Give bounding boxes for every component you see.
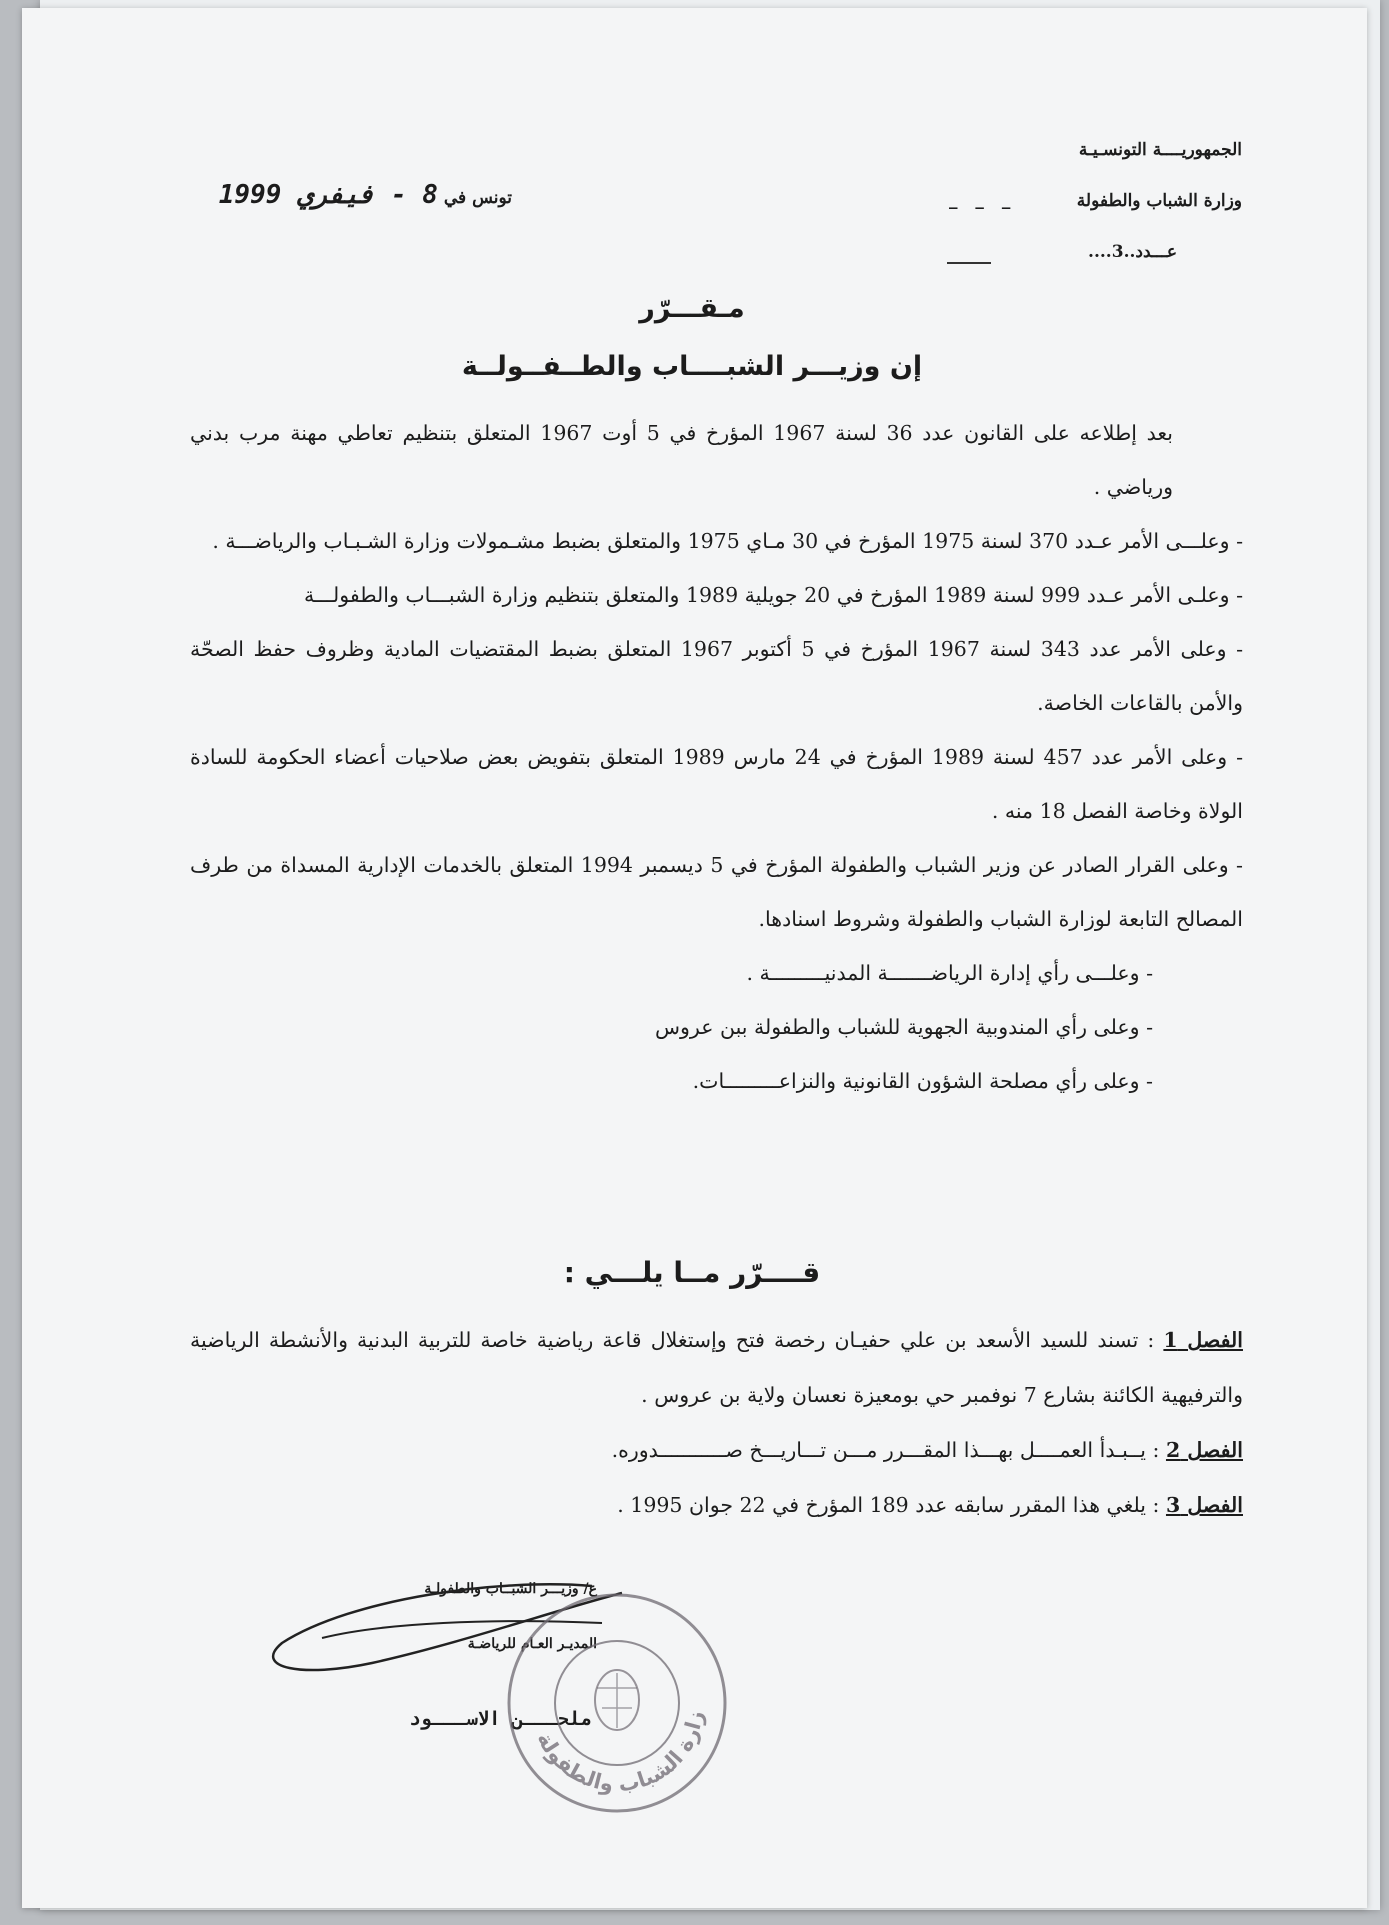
article-label: الفصل 2 [1165,1438,1243,1462]
document-page [22,8,1367,1908]
minister-title: إن وزيـــر الشبــــاب والطــفــولــة [461,351,923,382]
signature-line-2: المديـر العـام للرياضـة [467,1636,597,1652]
preamble-paragraph: - وعلى القرار الصادر عن وزير الشباب والطفولة المؤرخ في 5 ديسمبر 1994 المتعلق بالخدمات الإدارية المسداة من طرف المصالح التابعة لوزارة الشباب والطفولة وشروط اسنادها. [190,853,1243,931]
opinion-line: - وعلى رأي مصلحة الشؤون القانونية والنزاعـــــــــات. [692,1069,1153,1093]
signature-line-1: ع/ وزيـــر الشبــاب والطفولـة [424,1581,597,1597]
preamble-paragraph: - وعلى الأمر عدد 343 لسنة 1967 المؤرخ في 5 أكتوبر 1967 المتعلق بضبط المقتضيات المادية وظروف حفظ الصحّة والأمن بالقاعات الخاصة. [190,637,1244,715]
stamp-text: زارة الشباب والطفولة [532,1709,708,1797]
opinion-line: - وعلـــى رأي إدارة الرياضـــــــة المدنيـــــــــة . [746,961,1153,985]
article-3 [190,1478,1243,1533]
preamble-paragraph: - وعلـى الأمر عـدد 999 لسنة 1989 المؤرخ في 20 جويلية 1989 والمتعلق بتنظيم وزارة الشبـــاب والطفولـــة [303,583,1243,607]
article-label: الفصل 1 [1163,1328,1243,1352]
preamble-body [190,406,1243,1108]
article-text: : يلغي هذا المقرر سابقه عدد 189 المؤرخ في 22 جوان 1995 . [617,1493,1160,1517]
date-handwritten: 8 - فيفري 1999 [218,180,438,210]
number-line: عـــدد..3.... [1088,242,1177,262]
articles-body [190,1313,1243,1533]
article-text: : تسند للسيد الأسعد بن علي حفيـان رخصة فتح وإستغلال قاعة رياضية خاصة للتربية البدنية والأنشطة الرياضية والترفيهية الكائنة بشارع 7 نوفمبر حي بومعيزة نعسان ولاية بن عروس . [190,1328,1243,1407]
decision-heading: قــــرّر مــا يلـــي : [563,1256,821,1289]
article-2 [190,1423,1243,1478]
date-place: تونس في [443,188,512,208]
official-stamp [502,1588,732,1818]
ministry-dashes: _ _ _ [949,190,1017,210]
preamble-paragraph: بعد إطلاعه على القانون عدد 36 لسنة 1967 المؤرخ في 5 أوت 1967 المتعلق بتنظيم تعاطي مهنة مرب بدني ورياضي . [190,421,1173,499]
preamble-paragraph: - وعلـــى الأمر عـدد 370 لسنة 1975 المؤرخ في 30 مـاي 1975 والمتعلق بضبط مشـمولات وزارة الشـبـاب والرياضـــة . [212,529,1243,553]
article-label: الفصل 3 [1165,1493,1243,1517]
article-1 [190,1313,1243,1423]
date-line [212,180,512,210]
republic-header: الجمهوريــــة التونسـيـة [1078,140,1242,160]
signatory-name: ملحـــن الاســـود [408,1708,592,1730]
number-dash [947,262,991,264]
svg-text:وزارة الشباب والطفولة [502,1588,708,1796]
opinion-line: - وعلى رأي المندوبية الجهوية للشباب والطفولة ببن عروس [654,1015,1153,1039]
decree-title: مـقـــرّر [639,293,745,324]
ministry-header: وزارة الشباب والطفولة [1076,191,1242,211]
article-text: : يــبـدأ العمــــل بهـــذا المقـــرر مـــن تـــاريـــخ صـــــــــــدوره. [611,1438,1160,1462]
preamble-paragraph: - وعلى الأمر عدد 457 لسنة 1989 المؤرخ في 24 مارس 1989 المتعلق بتفويض بعض صلاحيات أعضاء الحكومة للسادة الولاة وخاصة الفصل 18 منه . [190,745,1244,823]
